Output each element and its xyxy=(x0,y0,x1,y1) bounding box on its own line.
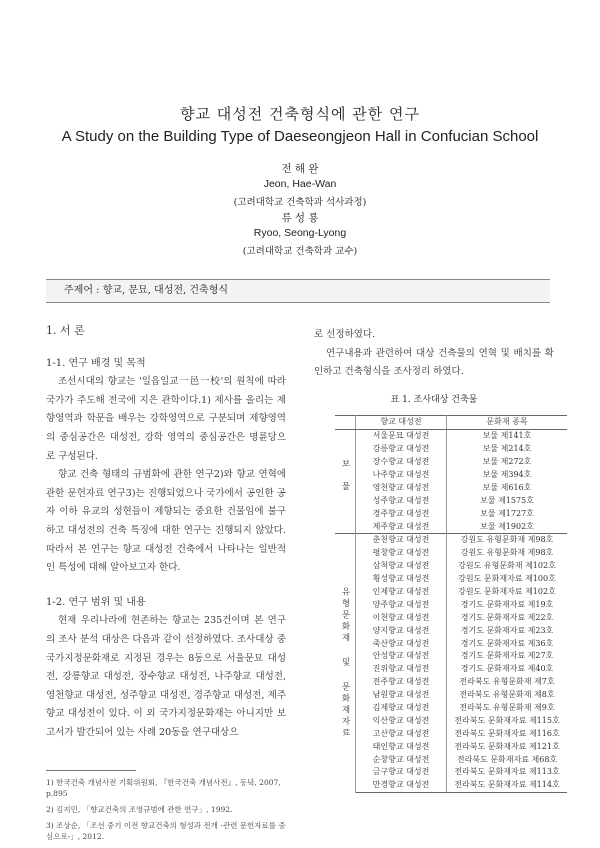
table-cell-name: 평창향교 대성전 xyxy=(356,547,447,560)
table-cell-name: 서울문묘 대성전 xyxy=(356,429,447,442)
table-row xyxy=(335,663,567,676)
table-cell-designation: 전라북도 유형문화재 제9호 xyxy=(459,703,555,713)
footnote-1: 1) 한국건축 개념사전 기획위원회, 『한국건축 개념사전』, 동녘, 2007, p.895 xyxy=(46,778,281,798)
table-cell-name: 장수향교 대성전 xyxy=(356,456,447,469)
table-row xyxy=(335,443,567,456)
paragraph-1: 조선시대의 향교는 '일읍일교一邑一校'의 원칙에 따라 국가가 주도해 전국에 지은 관학이다.1) 제사를 올리는 제향영역과 학문을 배우는 강학영역으로 구분되며 제향영역의 중심공간은 대성전, 강학 영역의 중심공간은 명륜당으로 구성된다. xyxy=(46,376,286,462)
table-cell-name: 전주향교 대성전 xyxy=(356,676,447,689)
table-cell-designation: 보물 제141호 xyxy=(482,431,532,441)
table-cell-name: 태인향교 대성전 xyxy=(356,740,447,753)
table-row xyxy=(335,469,567,482)
table-row xyxy=(335,753,567,766)
table-cell-name: 만경향교 대성전 xyxy=(356,779,447,792)
table-group-label: 보물 xyxy=(335,429,356,533)
table-cell-designation: 전라북도 문화재자료 제116호 xyxy=(454,728,560,738)
author-1-name-ko: 전 해 완 xyxy=(281,163,319,175)
table-cell-designation: 보물 제394호 xyxy=(482,470,532,479)
table-cell-designation: 전라북도 문화재자료 제68호 xyxy=(456,754,558,764)
table-row xyxy=(335,689,567,702)
table-cell-designation: 강원도 유형문화재 제98호 xyxy=(447,534,568,547)
table-cell-name: 경주향교 대성전 xyxy=(356,507,447,520)
subsection-heading-1: 1-1. 연구 배경 및 목적 xyxy=(46,357,146,369)
table-cell-designation: 경기도 문화재자료 제19호 xyxy=(460,599,554,609)
table-row xyxy=(335,429,567,442)
table-cell-name: 순창향교 대성전 xyxy=(356,753,447,766)
table-cell-name: 금구향교 대성전 xyxy=(356,766,447,779)
table-caption: 표 1. 조사대상 건축물 xyxy=(390,395,478,405)
title-korean: 향교 대성전 건축형식에 관한 연구 xyxy=(180,105,420,123)
table-row xyxy=(335,520,567,533)
table-cell-name: 삼척향교 대성전 xyxy=(356,560,447,573)
table-row xyxy=(335,456,567,469)
table-cell-designation: 보물 제616호 xyxy=(482,482,532,492)
paragraph-3: 현재 우리나라에 현존하는 향교는 235건이며 본 연구의 조사 분석 대상은 다음과 같이 선정하였다. 조사대상 중 국가지정문화재로 지정된 경우는 8동으로 서울문묘 대성전, 강릉향교 대성전, 장수향교 대성전, 나주향교 대성전, 영천향교 대성전, 성주향교 대성전, 경주향교 대성전, 제주향교 대성전이 있다. 이 외 국가지정문화재는 아니지만 보고서가 발간되어 있는 사례 20동을 연구대상으 xyxy=(46,615,286,738)
table-cell-name: 영천향교 대성전 xyxy=(356,481,447,494)
table-row xyxy=(335,611,567,624)
table-cell-name: 성주향교 대성전 xyxy=(356,494,447,507)
table-cell-name: 강릉향교 대성전 xyxy=(356,443,447,456)
footnotes xyxy=(46,777,286,842)
table-group-label: 유형문화재 및 문화재자료 xyxy=(335,534,356,793)
subsection-heading-2: 1-2. 연구 범위 및 내용 xyxy=(46,596,146,608)
table-cell-designation: 강원도 유형문화재 제102호 xyxy=(458,561,556,571)
table-row xyxy=(335,676,567,689)
author-2-affiliation: (고려대학교 건축학과 교수) xyxy=(242,246,358,257)
table-cell-name: 안성향교 대성전 xyxy=(356,650,447,663)
table-cell-designation: 전라북도 문화재자료 제113호 xyxy=(454,767,560,777)
table-cell-designation: 보물 제1902호 xyxy=(480,521,534,531)
table-cell-designation: 경기도 문화재자료 제36호 xyxy=(460,638,554,648)
table-cell-designation: 강원도 유형문화재 제98호 xyxy=(460,548,554,558)
paragraph-4: 로 선정하였다. xyxy=(314,329,376,340)
table-cell-designation: 보물 제1727호 xyxy=(480,508,534,518)
table-row xyxy=(335,727,567,740)
table-cell-name: 죽산향교 대성전 xyxy=(356,637,447,650)
paragraph-2: 향교 건축 형태의 규범화에 관한 연구2)와 향교 연혁에 관한 문헌자료 연구3)는 진행되었으나 국가에서 공인한 공자 이하 유교의 성현들이 제향되는 중요한 건물임에 불구하고 대성전의 건축 특징에 대한 연구는 진행되지 않았다. 따라서 본 연구는 향교 대성전 건축에서 나타나는 일반적인 특성에 대해 알아보고자 한다. xyxy=(46,469,286,574)
section-heading: 1. 서 론 xyxy=(46,324,85,337)
table-row xyxy=(335,740,567,753)
table-row xyxy=(335,714,567,727)
table-row xyxy=(335,547,567,560)
table-cell-name: 익산향교 대성전 xyxy=(356,714,447,727)
table-cell-designation: 전라북도 문화재자료 제115호 xyxy=(454,715,560,725)
table-cell-designation: 경기도 문화재자료 제22호 xyxy=(460,612,554,622)
author-2-name-en: Ryoo, Seong-Lyong xyxy=(253,227,347,239)
table-cell-designation: 경기도 문화재자료 제23호 xyxy=(460,625,554,635)
right-column-text xyxy=(314,326,554,382)
table-header-row xyxy=(335,416,567,430)
author-2-name-ko: 류 성 룡 xyxy=(281,212,319,224)
table-row xyxy=(335,779,567,792)
table-cell-designation: 전라북도 문화재자료 제114호 xyxy=(447,779,568,792)
keywords-box xyxy=(46,279,550,303)
table-cell-designation: 보물 제272호 xyxy=(482,457,532,467)
table-cell-name: 김제향교 대성전 xyxy=(356,702,447,715)
author-1-name-en: Jeon, Hae-Wan xyxy=(263,178,337,190)
table-cell-name: 양주향교 대성전 xyxy=(356,598,447,611)
table-row xyxy=(335,481,567,494)
table-row xyxy=(335,494,567,507)
table-cell-name: 횡성향교 대성전 xyxy=(356,573,447,586)
table-header-cell: 향교 대성전 xyxy=(356,416,447,430)
table-cell-name: 양지향교 대성전 xyxy=(356,624,447,637)
table-cell-designation: 경기도 문화재자료 제40호 xyxy=(460,664,554,674)
table-row xyxy=(335,702,567,715)
table-cell-name: 진위향교 대성전 xyxy=(356,663,447,676)
left-column xyxy=(46,322,286,742)
footnote-rule xyxy=(46,770,136,771)
table-cell-name: 제주향교 대성전 xyxy=(356,520,447,533)
paragraph-5: 연구내용과 관련하여 대상 건축물의 연혁 및 배치를 확인하고 건축형식을 조사정리 하였다. xyxy=(314,347,554,378)
table-cell-designation: 전라북도 유형문화재 제8호 xyxy=(459,690,555,700)
table-cell-designation: 보물 제214호 xyxy=(482,444,532,454)
table-cell-designation: 경기도 문화재자료 제27호 xyxy=(460,651,554,661)
table-row xyxy=(335,650,567,663)
table-cell-designation: 전라북도 문화재자료 제121호 xyxy=(454,741,560,751)
table-cell-designation: 보물 제1575호 xyxy=(480,495,534,505)
table-row xyxy=(335,586,567,599)
table-cell-designation: 전라북도 유형문화재 제7호 xyxy=(459,677,555,687)
survey-table xyxy=(335,415,567,793)
footnote-2: 2) 김지민, 「향교건축의 조영규범에 관한 연구」, 1992. xyxy=(46,805,233,814)
title-english: A Study on the Building Type of Daeseongjeon Hall in Confucian School xyxy=(61,128,539,145)
table-row xyxy=(335,560,567,573)
table-row xyxy=(335,624,567,637)
table-header-empty xyxy=(335,416,356,430)
table-row xyxy=(335,507,567,520)
table-cell-designation: 강원도 문화재자료 제102호 xyxy=(458,587,556,597)
table-row xyxy=(335,598,567,611)
keywords: 주제어 : 향교, 문묘, 대성전, 건축형식 xyxy=(64,285,229,296)
table-row xyxy=(335,573,567,586)
footnote-3: 3) 조상순, 「조선 중기 이전 향교건축의 형성과 전개 -관련 문헌자료를 중심으로-」, 2012. xyxy=(46,821,286,841)
table-row xyxy=(335,637,567,650)
table-cell-name: 나주향교 대성전 xyxy=(356,469,447,482)
table-row xyxy=(335,534,567,547)
table-header-cell: 문화재 종목 xyxy=(447,416,568,430)
table-cell-name: 춘천향교 대성전 xyxy=(356,534,447,547)
table-cell-designation: 강원도 문화재자료 제100호 xyxy=(458,574,556,584)
table-cell-name: 이천향교 대성전 xyxy=(356,611,447,624)
table-cell-name: 남원향교 대성전 xyxy=(356,689,447,702)
table-cell-name: 인제향교 대성전 xyxy=(356,586,447,599)
author-1-affiliation: (고려대학교 건축학과 석사과정) xyxy=(233,197,367,208)
table-cell-name: 고산향교 대성전 xyxy=(356,727,447,740)
table-row xyxy=(335,766,567,779)
